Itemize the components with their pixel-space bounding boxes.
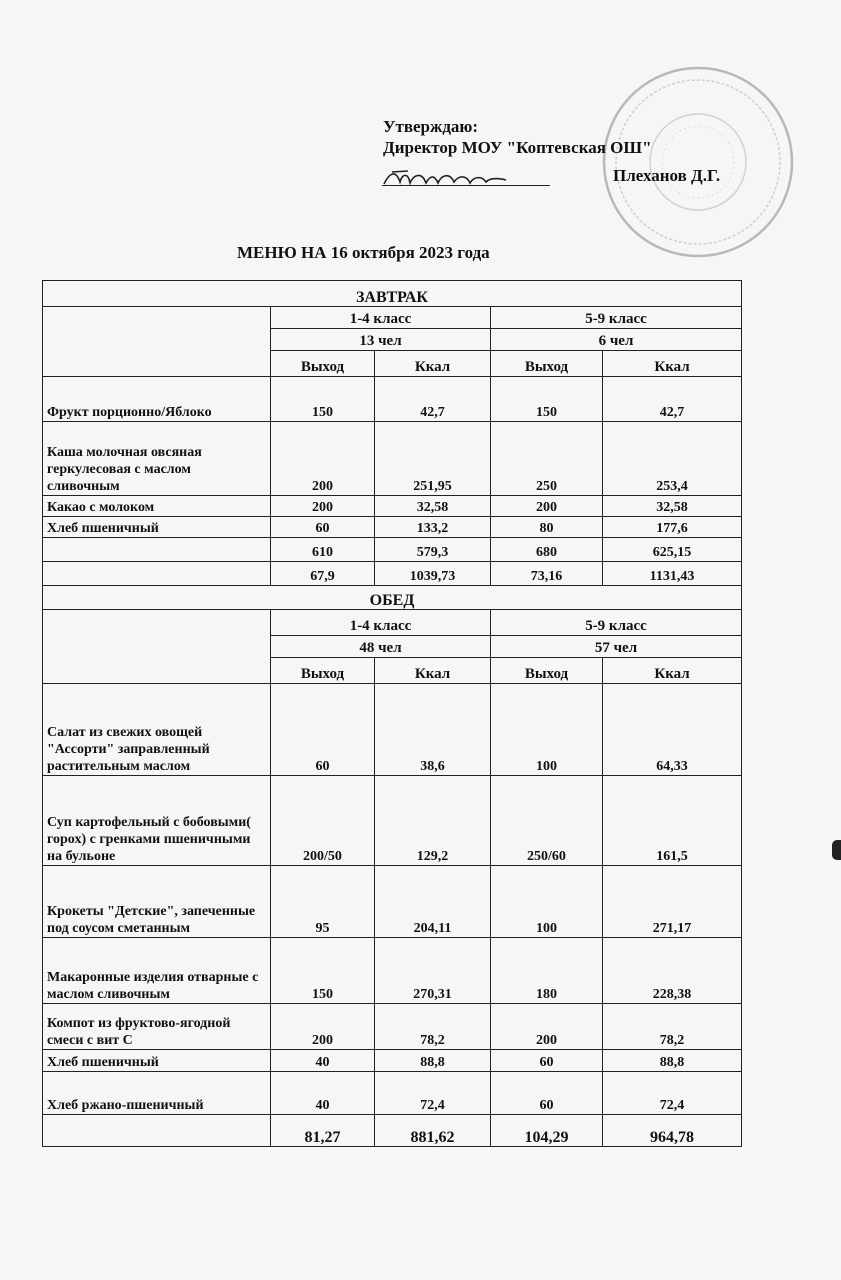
kcal-value: 1039,73 bbox=[375, 562, 491, 586]
output-value: 150 bbox=[491, 377, 603, 422]
dish-name: Хлеб ржано-пшеничный bbox=[43, 1072, 271, 1115]
menu-title: МЕНЮ НА 16 октября 2023 года bbox=[237, 243, 490, 262]
dish-name bbox=[43, 562, 271, 586]
signature-underline bbox=[382, 185, 550, 186]
output-value: 200 bbox=[491, 496, 603, 517]
breakfast-section-row bbox=[43, 281, 742, 307]
output-value: 150 bbox=[271, 377, 375, 422]
breakfast-group-2: 5-9 класс bbox=[491, 307, 742, 329]
lunch-group-1: 1-4 класс bbox=[271, 610, 491, 636]
table-row bbox=[43, 517, 742, 538]
output-value: 200 bbox=[491, 1004, 603, 1050]
kcal-value: 78,2 bbox=[603, 1004, 742, 1050]
lunch-col-kcal-1: Ккал bbox=[375, 658, 491, 684]
kcal-value: 881,62 bbox=[375, 1115, 491, 1147]
dish-name bbox=[43, 1115, 271, 1147]
lunch-count-1: 48 чел bbox=[271, 636, 491, 658]
lunch-count-2: 57 чел bbox=[491, 636, 742, 658]
kcal-value: 129,2 bbox=[375, 776, 491, 866]
approval-block bbox=[383, 116, 652, 158]
kcal-value: 42,7 bbox=[603, 377, 742, 422]
page-edge-mark bbox=[832, 840, 841, 860]
output-value: 100 bbox=[491, 866, 603, 938]
table-row bbox=[43, 496, 742, 517]
kcal-value: 64,33 bbox=[603, 684, 742, 776]
total-row bbox=[43, 562, 742, 586]
dish-name: Фрукт порционно/Яблоко bbox=[43, 377, 271, 422]
output-value: 67,9 bbox=[271, 562, 375, 586]
output-value: 680 bbox=[491, 538, 603, 562]
output-value: 40 bbox=[271, 1050, 375, 1072]
breakfast-count-1: 13 чел bbox=[271, 329, 491, 351]
director-name: Плеханов Д.Г. bbox=[613, 166, 721, 185]
dish-name: Хлеб пшеничный bbox=[43, 517, 271, 538]
kcal-value: 133,2 bbox=[375, 517, 491, 538]
breakfast-col-output-2: Выход bbox=[491, 351, 603, 377]
output-value: 60 bbox=[271, 684, 375, 776]
dish-name: Макаронные изделия отварные с маслом сливочным bbox=[43, 938, 271, 1004]
dish-name: Хлеб пшеничный bbox=[43, 1050, 271, 1072]
table-row bbox=[43, 938, 742, 1004]
table-row bbox=[43, 776, 742, 866]
subtotal-row bbox=[43, 538, 742, 562]
dish-name: Суп картофельный с бобовыми( горох) с гренками пшеничными на бульоне bbox=[43, 776, 271, 866]
dish-name: Крокеты "Детские", запеченные под соусом сметанным bbox=[43, 866, 271, 938]
round-seal-stamp bbox=[598, 62, 798, 262]
breakfast-count-2: 6 чел bbox=[491, 329, 742, 351]
lunch-group-2: 5-9 класс bbox=[491, 610, 742, 636]
breakfast-group-1: 1-4 класс bbox=[271, 307, 491, 329]
dish-name: Салат из свежих овощей "Ассорти" заправленный растительным маслом bbox=[43, 684, 271, 776]
lunch-section-row bbox=[43, 586, 742, 610]
lunch-col-output-1: Выход bbox=[271, 658, 375, 684]
dish-name: Какао с молоком bbox=[43, 496, 271, 517]
table-row bbox=[43, 684, 742, 776]
output-value: 60 bbox=[491, 1050, 603, 1072]
dish-name: Компот из фруктово-ягодной смеси с вит С bbox=[43, 1004, 271, 1050]
kcal-value: 1131,43 bbox=[603, 562, 742, 586]
output-value: 40 bbox=[271, 1072, 375, 1115]
output-value: 200/50 bbox=[271, 776, 375, 866]
table-row bbox=[43, 866, 742, 938]
kcal-value: 38,6 bbox=[375, 684, 491, 776]
kcal-value: 72,4 bbox=[375, 1072, 491, 1115]
output-value: 100 bbox=[491, 684, 603, 776]
output-value: 250/60 bbox=[491, 776, 603, 866]
output-value: 81,27 bbox=[271, 1115, 375, 1147]
table-row bbox=[43, 1050, 742, 1072]
output-value: 80 bbox=[491, 517, 603, 538]
total-row bbox=[43, 1115, 742, 1147]
breakfast-col-kcal-1: Ккал bbox=[375, 351, 491, 377]
output-value: 200 bbox=[271, 1004, 375, 1050]
director-label: Директор МОУ "Коптевская ОШ" bbox=[383, 138, 652, 157]
output-value: 180 bbox=[491, 938, 603, 1004]
lunch-header-blank bbox=[43, 610, 271, 684]
kcal-value: 204,11 bbox=[375, 866, 491, 938]
table-row bbox=[43, 1004, 742, 1050]
output-value: 150 bbox=[271, 938, 375, 1004]
dish-name: Каша молочная овсяная геркулесовая с маслом сливочным bbox=[43, 422, 271, 496]
table-row bbox=[43, 422, 742, 496]
table-row bbox=[43, 377, 742, 422]
kcal-value: 228,38 bbox=[603, 938, 742, 1004]
breakfast-col-kcal-2: Ккал bbox=[603, 351, 742, 377]
kcal-value: 42,7 bbox=[375, 377, 491, 422]
lunch-col-kcal-2: Ккал bbox=[603, 658, 742, 684]
breakfast-section-title: ЗАВТРАК bbox=[43, 281, 742, 307]
kcal-value: 253,4 bbox=[603, 422, 742, 496]
kcal-value: 177,6 bbox=[603, 517, 742, 538]
output-value: 60 bbox=[271, 517, 375, 538]
kcal-value: 32,58 bbox=[603, 496, 742, 517]
breakfast-header-blank bbox=[43, 307, 271, 377]
approve-label: Утверждаю: bbox=[383, 117, 479, 136]
kcal-value: 625,15 bbox=[603, 538, 742, 562]
output-value: 60 bbox=[491, 1072, 603, 1115]
output-value: 250 bbox=[491, 422, 603, 496]
kcal-value: 251,95 bbox=[375, 422, 491, 496]
output-value: 200 bbox=[271, 422, 375, 496]
kcal-value: 161,5 bbox=[603, 776, 742, 866]
kcal-value: 964,78 bbox=[603, 1115, 742, 1147]
kcal-value: 88,8 bbox=[603, 1050, 742, 1072]
output-value: 610 bbox=[271, 538, 375, 562]
kcal-value: 579,3 bbox=[375, 538, 491, 562]
kcal-value: 88,8 bbox=[375, 1050, 491, 1072]
menu-table bbox=[42, 280, 742, 1147]
kcal-value: 32,58 bbox=[375, 496, 491, 517]
kcal-value: 78,2 bbox=[375, 1004, 491, 1050]
kcal-value: 72,4 bbox=[603, 1072, 742, 1115]
kcal-value: 270,31 bbox=[375, 938, 491, 1004]
table-row bbox=[43, 1072, 742, 1115]
dish-name bbox=[43, 538, 271, 562]
output-value: 104,29 bbox=[491, 1115, 603, 1147]
output-value: 73,16 bbox=[491, 562, 603, 586]
lunch-section-title: ОБЕД bbox=[43, 586, 742, 610]
lunch-col-output-2: Выход bbox=[491, 658, 603, 684]
handwritten-signature bbox=[382, 168, 512, 190]
output-value: 200 bbox=[271, 496, 375, 517]
kcal-value: 271,17 bbox=[603, 866, 742, 938]
breakfast-col-output-1: Выход bbox=[271, 351, 375, 377]
output-value: 95 bbox=[271, 866, 375, 938]
